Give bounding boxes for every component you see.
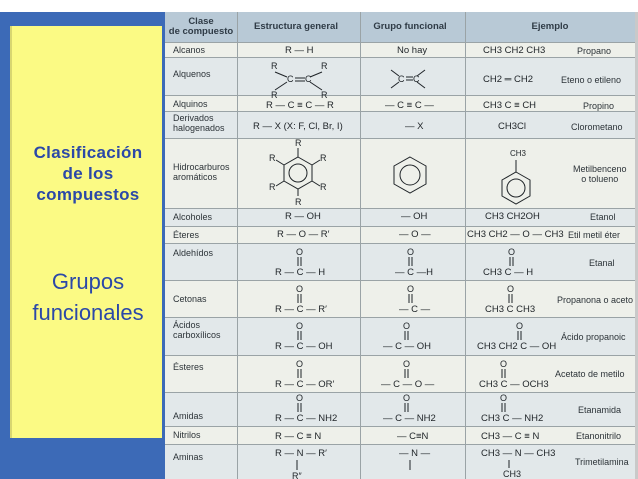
- functional-group: — C ≡ C —: [385, 100, 434, 111]
- functional-group: — C — OH: [383, 341, 432, 352]
- atom-label: C: [287, 74, 294, 84]
- atom-label: R: [295, 197, 302, 207]
- left-band: [0, 12, 165, 479]
- oxygen-label: O: [407, 284, 415, 294]
- header-clase-line: de compuesto: [168, 26, 234, 37]
- amine-bonds: [297, 460, 509, 470]
- example-name: Etanamida: [578, 405, 622, 415]
- slide-title-line: de los: [62, 164, 114, 183]
- example-formula: CH3 CH2OH: [485, 211, 540, 222]
- aromatic-structure: [276, 148, 320, 196]
- general-structure: R — C — R′: [275, 304, 327, 315]
- row-class: Alcanos: [173, 45, 206, 55]
- atom-label: R: [271, 61, 278, 71]
- slide-subtitle-line: Grupos: [51, 269, 125, 294]
- general-structure: R — O — R′: [277, 229, 330, 240]
- atom-label: R: [271, 90, 278, 100]
- functional-group: No hay: [397, 45, 428, 56]
- atom-label: CH3: [503, 469, 522, 479]
- example-formula: CH3 C — OCH3: [479, 379, 549, 390]
- example-formula: CH3 CH2 C — OH: [477, 341, 557, 352]
- row-class: Alquenos: [173, 69, 211, 79]
- header-ejemplo: Ejemplo: [531, 21, 569, 32]
- general-structure: R — N — R′: [275, 448, 327, 459]
- oxygen-label: O: [296, 321, 304, 331]
- example-name: Eteno o etileno: [561, 75, 622, 85]
- functional-group: — C — O —: [381, 379, 435, 390]
- benzene-group: [394, 157, 426, 193]
- general-structure: R — C — OR′: [275, 379, 335, 390]
- atom-label: C: [413, 74, 420, 84]
- oxygen-label: O: [296, 247, 304, 257]
- slide-title-line: Clasificación: [33, 143, 143, 162]
- functional-group: — X: [405, 121, 424, 132]
- row-class: Cetonas: [173, 294, 207, 304]
- row-class: Ácidos carboxílicos: [173, 320, 221, 340]
- header-grupo: Grupo funcional: [373, 21, 447, 32]
- example-formula: CH3 C — H: [483, 267, 534, 278]
- atom-label: C: [398, 74, 405, 84]
- example-name: Clorometano: [571, 122, 623, 132]
- example-name: Etil metil éter: [568, 230, 621, 240]
- atom-label: R: [321, 61, 328, 71]
- alkene-group: [391, 70, 425, 88]
- oxygen-label: O: [296, 393, 304, 403]
- example-name: Trimetilamina: [575, 457, 629, 467]
- oxygen-label: O: [516, 321, 524, 331]
- general-structure: R — C — OH: [275, 341, 333, 352]
- oxygen-label: O: [403, 321, 411, 331]
- header-clase-line: Clase: [188, 16, 214, 27]
- example-formula: CH3 C — NH2: [481, 413, 544, 424]
- functional-group: — C —: [399, 304, 431, 315]
- oxygen-label: O: [407, 247, 415, 257]
- functional-group: — C — NH2: [383, 413, 436, 424]
- row-class: Aminas: [173, 452, 204, 462]
- title-panel: [10, 26, 162, 438]
- example-formula: CH3 — C ≡ N: [481, 431, 540, 442]
- general-structure: R — OH: [285, 211, 321, 222]
- functional-group: — C≡N: [397, 431, 429, 442]
- row-class: Éteres: [173, 230, 200, 240]
- structure-drawings: [165, 12, 638, 479]
- atom-label: R: [295, 138, 302, 148]
- example-name: Propino: [583, 101, 615, 111]
- row-class: Alcoholes: [173, 212, 213, 222]
- toluene-example: [502, 160, 530, 204]
- example-name: Propanona o aceto: [557, 295, 634, 305]
- example-formula: CH3: [510, 149, 527, 158]
- oxygen-label: O: [507, 284, 515, 294]
- oxygen-label: O: [403, 359, 411, 369]
- row-class: Ésteres: [173, 362, 204, 372]
- atom-label: R: [321, 90, 328, 100]
- atom-label: R: [320, 182, 327, 192]
- oxygen-label: O: [296, 359, 304, 369]
- example-formula: CH3 CH2 — O — CH3: [467, 229, 564, 240]
- general-structure: R — C ≡ C — R: [266, 100, 334, 111]
- oxygen-label: O: [500, 359, 508, 369]
- carbonyl-bonds: [298, 257, 524, 412]
- example-name: Etanal: [589, 258, 615, 268]
- general-structure: R — C — H: [275, 267, 326, 278]
- functional-group: — O —: [399, 229, 431, 240]
- atom-label: R: [269, 182, 276, 192]
- example-formula: CH3 — N — CH3: [481, 448, 556, 459]
- oxygen-label: O: [296, 284, 304, 294]
- functional-groups-table: [165, 12, 638, 479]
- functional-group: — N —: [399, 448, 431, 459]
- alkene-structure: [275, 72, 322, 90]
- atom-label: R″: [292, 471, 302, 479]
- atom-label: R: [269, 153, 276, 163]
- example-formula: CH3 CH2 CH3: [483, 45, 546, 56]
- example-name: Acetato de metilo: [555, 369, 625, 379]
- slide-subtitle-line: funcionales: [32, 300, 144, 325]
- general-structure: R — X (X: F, Cl, Br, I): [253, 121, 343, 132]
- row-class: Hidrocarburos aromáticos: [173, 162, 230, 182]
- example-formula: CH2 ═ CH2: [483, 74, 534, 85]
- example-name: Metilbenceno o tolueno: [573, 164, 627, 184]
- oxygen-label: O: [500, 393, 508, 403]
- general-structure: R — H: [285, 45, 314, 56]
- slide-subtitle: [12, 266, 164, 328]
- oxygen-label: O: [508, 247, 516, 257]
- example-formula: CH3 C ≡ CH: [483, 100, 537, 111]
- functional-group: — C —H: [395, 267, 433, 278]
- header-estructura: Estructura general: [254, 21, 338, 32]
- top-white-strip: [0, 0, 165, 12]
- functional-group: — OH: [401, 211, 428, 222]
- general-structure: R — C ≡ N: [275, 431, 322, 442]
- row-class: Derivados halogenados: [173, 113, 225, 133]
- row-class: Amidas: [173, 411, 204, 421]
- example-name: Propano: [577, 46, 612, 56]
- atom-label: C: [305, 74, 312, 84]
- general-structure: R — C — NH2: [275, 413, 338, 424]
- slide-title-line: compuestos: [36, 185, 140, 204]
- slide-title: [12, 142, 164, 205]
- example-name: Etanonitrilo: [576, 431, 622, 441]
- example-formula: CH3 C CH3: [485, 304, 536, 315]
- row-class: Nitrilos: [173, 430, 201, 440]
- example-name: Etanol: [590, 212, 616, 222]
- example-formula: CH3Cl: [498, 121, 526, 132]
- oxygen-label: O: [403, 393, 411, 403]
- row-class: Aldehídos: [173, 248, 214, 258]
- row-class: Alquinos: [173, 99, 208, 109]
- atom-label: R: [320, 153, 327, 163]
- example-name: Ácido propanoic: [561, 332, 626, 342]
